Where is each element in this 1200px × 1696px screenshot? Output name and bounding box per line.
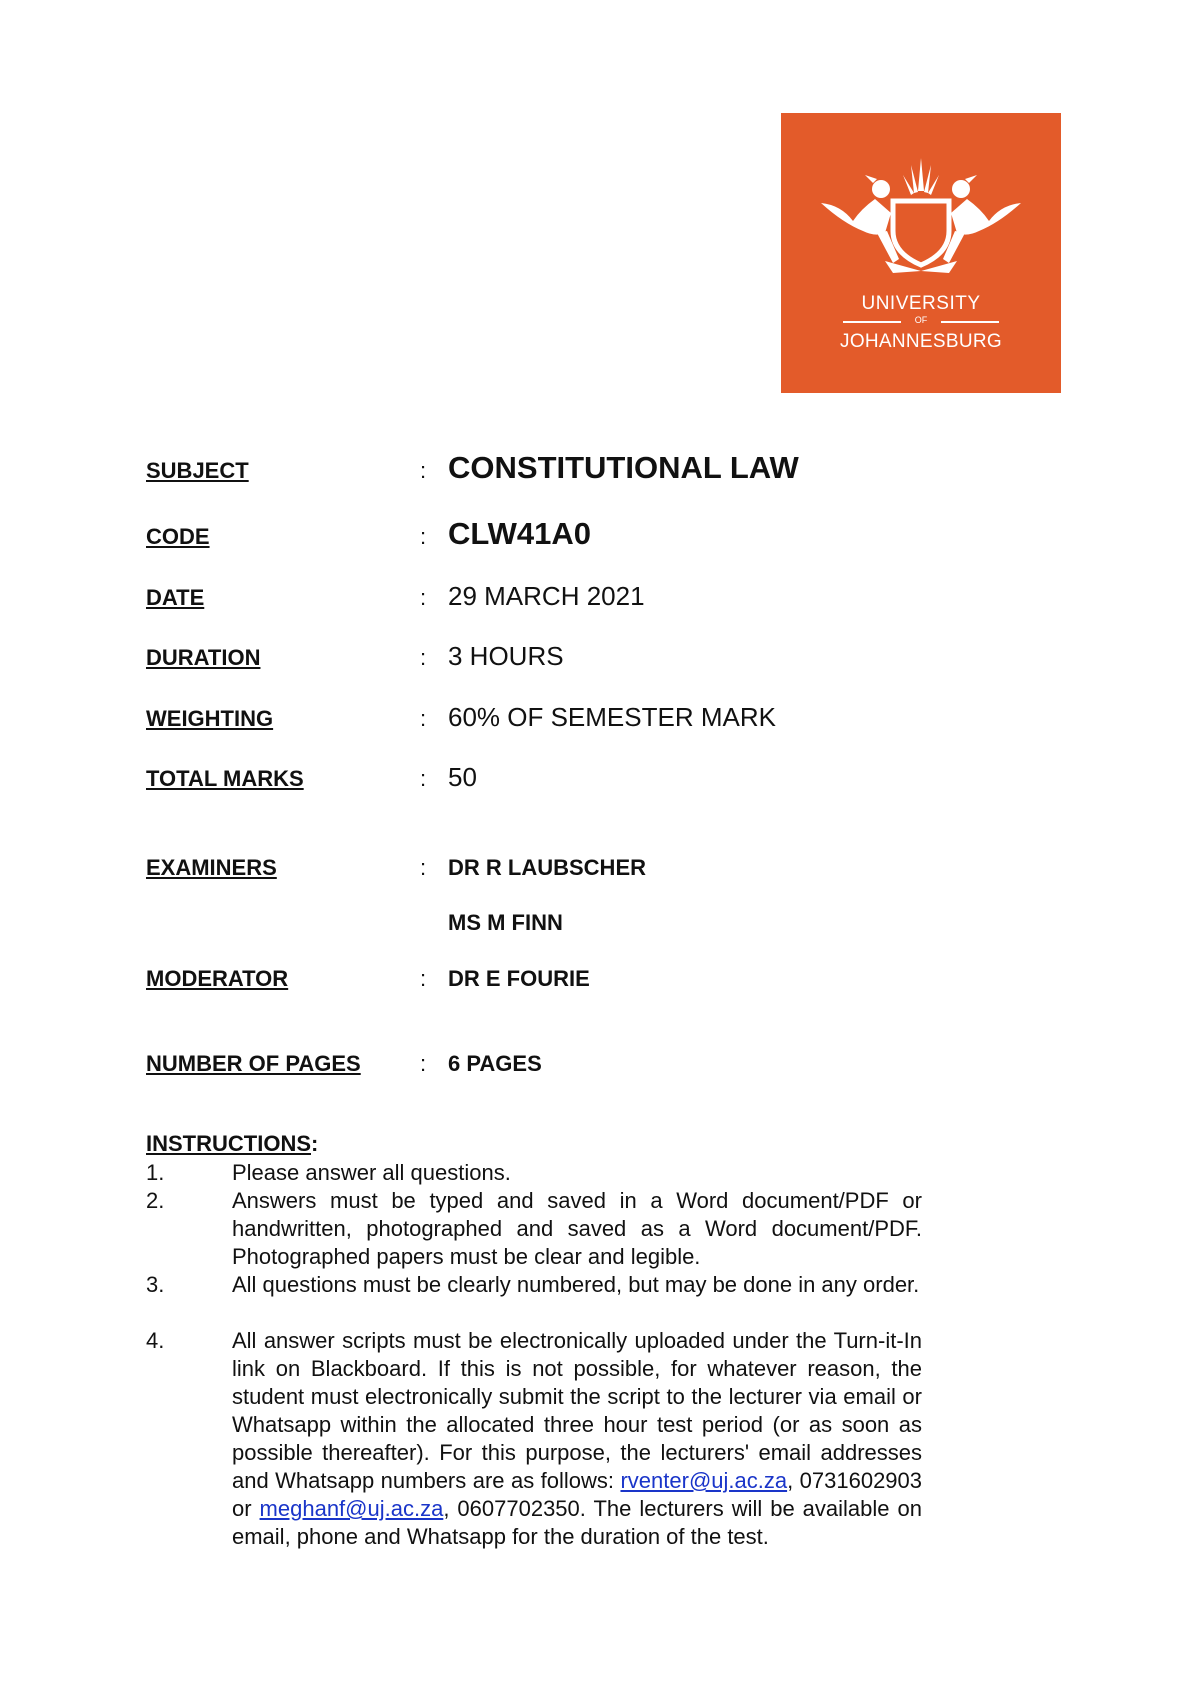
logo-text-of: OF: [914, 315, 928, 325]
field-label: WEIGHTING: [146, 706, 274, 731]
instruction-text: All questions must be clearly numbered, but may be done in any order.: [232, 1272, 920, 1297]
field-value: MS M FINN: [448, 910, 563, 935]
instruction-number: 2.: [146, 1188, 165, 1213]
field-label: EXAMINERS: [146, 855, 277, 880]
field-value: CLW41A0: [448, 516, 591, 551]
instruction-number: 3.: [146, 1272, 165, 1297]
field-colon: :: [420, 458, 427, 483]
field-value: DR E FOURIE: [448, 966, 590, 991]
instruction-number: 4.: [146, 1328, 165, 1353]
field-colon: :: [420, 524, 427, 549]
field-label: CODE: [146, 524, 210, 549]
field-colon: :: [420, 585, 427, 610]
instruction-number: 1.: [146, 1160, 165, 1185]
field-value: 6 PAGES: [448, 1051, 542, 1076]
field-colon: :: [420, 645, 427, 670]
instructions-heading-colon: :: [311, 1131, 319, 1156]
field-colon: :: [420, 766, 427, 791]
instruction-text-part: All answer scripts must be electronically uploaded under the Turn-it-In link on Blackboard. If this is not possible, for whatever reason, the student must electronically submit the script to the lecturer via email or Whatsapp within the allocated three hour test period (or as soon as possible thereafter). For this purpose, the lecturers' email addresses and Whatsapp numbers are as follows:: [232, 1328, 922, 1493]
logo-text-university: UNIVERSITY: [861, 293, 981, 314]
field-label: DATE: [146, 585, 205, 610]
instruction-text: [232, 1327, 922, 1551]
field-colon: :: [420, 966, 427, 991]
field-label: SUBJECT: [146, 458, 249, 483]
field-value: CONSTITUTIONAL LAW: [448, 450, 799, 485]
instruction-text-part: , 0731602903 or: [232, 1468, 923, 1521]
field-colon: :: [420, 855, 427, 880]
instruction-text-part: , 0607702350. The lecturers will be available on email, phone and Whatsapp for the duration of the test.: [232, 1496, 922, 1549]
logo-text-johannesburg: JOHANNESBURG: [840, 331, 1002, 352]
instruction-text: Please answer all questions.: [232, 1160, 511, 1185]
field-label: TOTAL MARKS: [146, 766, 304, 791]
email-link-meghanf[interactable]: meghanf@uj.ac.za: [259, 1496, 444, 1521]
field-colon: :: [420, 1051, 427, 1076]
instructions-heading-text: INSTRUCTIONS: [146, 1131, 311, 1156]
field-label: NUMBER OF PAGES: [146, 1051, 361, 1076]
university-logo: [781, 113, 1061, 393]
field-value: 50: [448, 762, 477, 792]
field-colon: :: [420, 706, 427, 731]
field-value: DR R LAUBSCHER: [448, 855, 646, 880]
instructions-heading: [146, 1131, 318, 1157]
instruction-text: Answers must be typed and saved in a Word document/PDF or handwritten, photographed and saved as a Word document/PDF. Photographed papers must be clear and legible.: [232, 1188, 922, 1269]
field-label: MODERATOR: [146, 966, 289, 991]
field-label: DURATION: [146, 645, 261, 670]
field-value: 29 MARCH 2021: [448, 581, 645, 611]
field-value: 3 HOURS: [448, 641, 564, 671]
email-link-rventer[interactable]: rventer@uj.ac.za: [620, 1468, 788, 1493]
field-value: 60% OF SEMESTER MARK: [448, 702, 776, 732]
